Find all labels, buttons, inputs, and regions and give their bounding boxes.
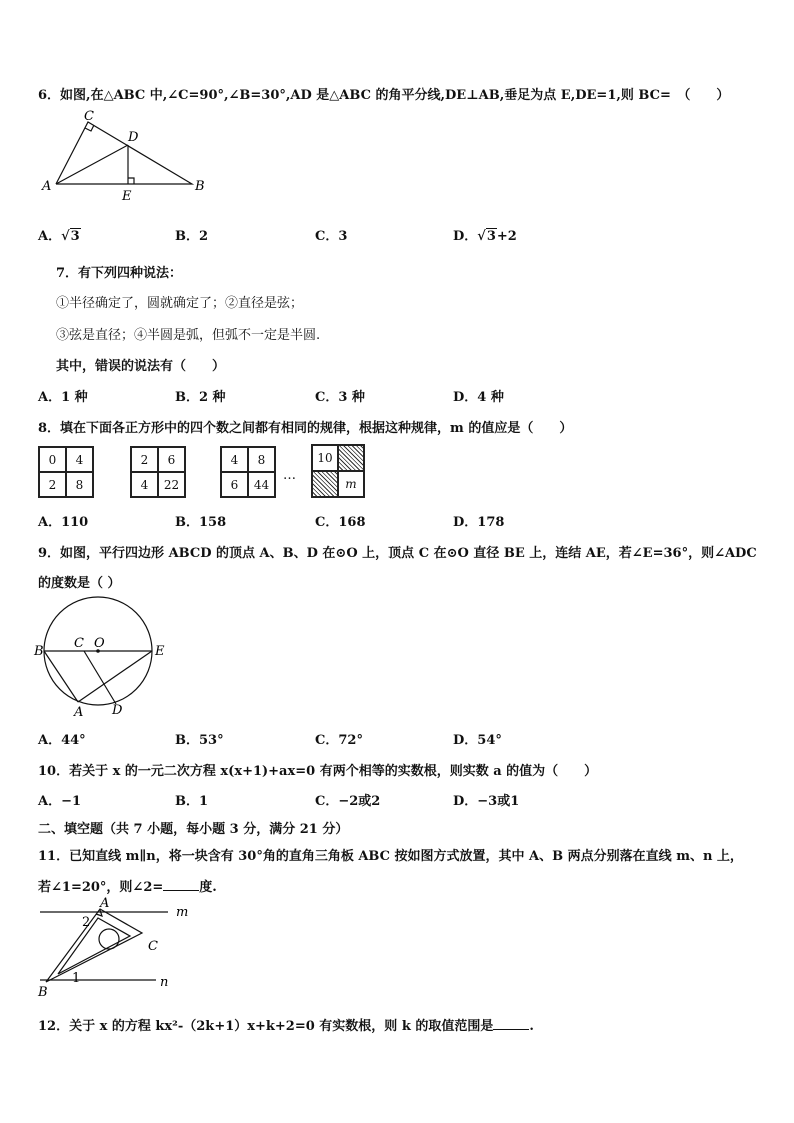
q11-label-b: B	[38, 985, 48, 1000]
q6-label-b: B	[195, 179, 205, 194]
q10-option-c: C．−2或2	[315, 794, 381, 809]
q8-square-2-cell: 2	[131, 447, 158, 472]
q11-line-2: 若∠1=20°，则∠2= 度.	[38, 880, 217, 895]
q9-line-1: 9．如图，平行四边形 ABCD 的顶点 A、B、D 在⊙O 上，顶点 C 在⊙O 直径 BE 上，连结 AE，若∠E=36°，则∠ADC	[38, 546, 757, 561]
q9-label-a: A	[74, 705, 84, 720]
q6-label-d: D	[128, 130, 139, 145]
q7-option-b: B．2 种	[175, 390, 226, 405]
q11-figure	[36, 896, 196, 1000]
q8-option-c: C．168	[315, 515, 366, 530]
q9-label-b: B	[34, 644, 44, 659]
q11-angle-2: 2	[82, 915, 91, 930]
q9-option-d: D．54°	[453, 733, 502, 748]
q6-text: 6．如图,在△ABC 中,∠C=90°,∠B=30°,AD 是△ABC 的角平分线,DE⊥AB,垂足为点 E,DE=1,则 BC= （ ）	[38, 88, 730, 103]
q7-option-d: D．4 种	[453, 390, 504, 405]
q10-option-d: D．−3或1	[453, 794, 520, 809]
q7-title: 7．有下列四种说法：	[56, 266, 183, 281]
q8-square-3-cell: 8	[248, 447, 275, 472]
q8-square-3-cell: 44	[248, 472, 275, 497]
q8-square-1-cell: 8	[66, 472, 93, 497]
q8-square-1-cell: 0	[39, 447, 66, 472]
q8-square-3-cell: 6	[221, 472, 248, 497]
q11-label-m: m	[176, 905, 189, 920]
q8-ellipsis: …	[283, 468, 296, 483]
q9-line-2: 的度数是（ ）	[38, 576, 121, 591]
q6-label-c: C	[84, 109, 94, 124]
q9-label-d: D	[112, 703, 123, 718]
q8-option-a: A．110	[38, 515, 89, 530]
q12-text: 12．关于 x 的方程 kx²-（2k+1）x+k+2=0 有实数根，则 k 的取值范围是 .	[38, 1019, 534, 1034]
q7-line-1: ①半径确定了，圆就确定了；②直径是弦；	[56, 296, 304, 311]
q8-option-d: D．178	[453, 515, 505, 530]
q6-figure	[40, 108, 210, 203]
q8-square-1	[38, 446, 94, 498]
q10-option-b: B．1	[175, 794, 209, 809]
q8-square-4-cell: m	[338, 471, 364, 497]
q8-square-3-cell: 4	[221, 447, 248, 472]
q8-square-3	[220, 446, 276, 498]
q10-option-a: A．−1	[38, 794, 82, 809]
q8-square-2-cell: 6	[158, 447, 185, 472]
q6-option-b: B．2	[175, 229, 209, 244]
q8-square-1-cell: 4	[66, 447, 93, 472]
q6-label-a: A	[42, 179, 52, 194]
q9-option-c: C．72°	[315, 733, 363, 748]
q6-label-e: E	[122, 189, 132, 204]
section-heading: 二、填空题（共 7 小题，每小题 3 分，满分 21 分）	[38, 822, 349, 837]
q8-square-1-cell: 2	[39, 472, 66, 497]
q6-option-d: D．√3+2	[453, 229, 517, 244]
q8-square-4-hatched	[338, 445, 364, 471]
q12-answer-blank	[493, 1019, 529, 1030]
q7-line-3: 其中，错误的说法有（ ）	[56, 359, 226, 374]
q8-square-2	[130, 446, 186, 498]
q7-line-2: ③弦是直径；④半圆是弧，但弧不一定是半圆.	[56, 328, 321, 343]
q8-square-2-cell: 4	[131, 472, 158, 497]
q6-option-a: A．√3	[38, 229, 80, 244]
q11-label-c: C	[148, 939, 158, 954]
q10-text: 10．若关于 x 的一元二次方程 x(x+1)+ax=0 有两个相等的实数根，则实数 a 的值为（ ）	[38, 764, 598, 779]
q7-option-a: A．1 种	[38, 390, 88, 405]
q11-angle-1: 1	[72, 971, 81, 986]
q9-option-b: B．53°	[175, 733, 224, 748]
q9-label-c: C	[74, 636, 84, 651]
q8-square-4	[311, 444, 365, 498]
q9-option-a: A．44°	[38, 733, 86, 748]
q11-answer-blank	[163, 880, 199, 891]
q6-option-c: C．3	[315, 229, 348, 244]
q7-option-c: C．3 种	[315, 390, 365, 405]
q8-square-4-cell: 10	[312, 445, 338, 471]
q11-label-n: n	[160, 975, 169, 990]
q9-figure	[34, 596, 174, 718]
q8-square-2-cell: 22	[158, 472, 185, 497]
q8-square-4-hatched	[312, 471, 338, 497]
q9-label-e: E	[155, 644, 165, 659]
q11-line-1: 11．已知直线 m∥n，将一块含有 30°角的直角三角板 ABC 按如图方式放置，其中 A、B 两点分别落在直线 m、n 上，	[38, 849, 743, 864]
q8-option-b: B．158	[175, 515, 227, 530]
q9-label-o: O	[94, 636, 105, 651]
q11-label-a: A	[100, 896, 110, 911]
q8-text: 8．填在下面各正方形中的四个数之间都有相同的规律，根据这种规律，m 的值应是（ ）	[38, 421, 573, 436]
